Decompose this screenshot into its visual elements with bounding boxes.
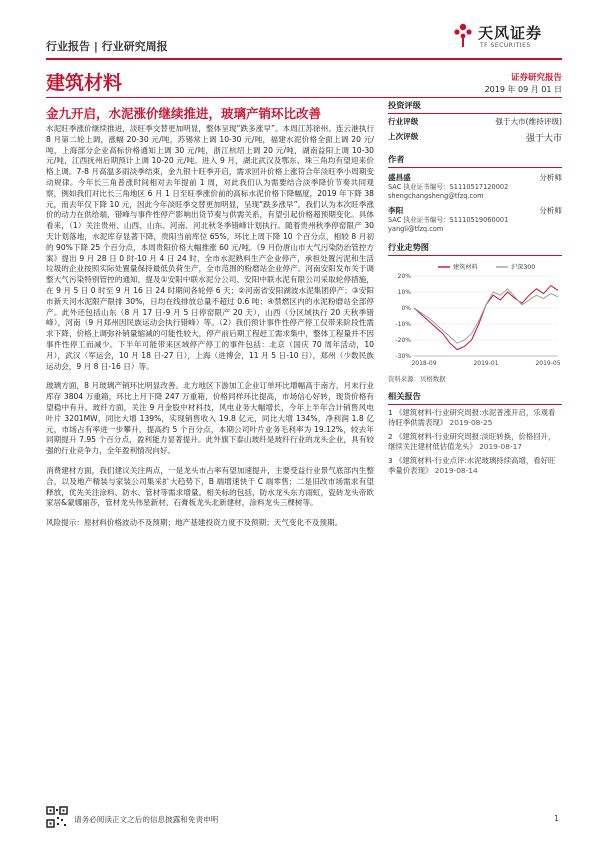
prev-rating-row <box>388 129 562 146</box>
author-sac: SAC 执业证书编号：S1110519060001 <box>388 216 509 224</box>
footer-disclaimer: 请务必阅读正文之后的信息披露和免责申明 <box>74 815 219 824</box>
logo-text: 天风证券 <box>478 24 543 42</box>
report-title: 金九开启，水泥涨价继续推进，玻璃产销环比改善 <box>46 106 322 121</box>
author-name: 盛昌盛 <box>388 173 411 182</box>
related-date: 2019-08-14 <box>434 466 478 476</box>
y-tick-label: 10% <box>397 289 411 296</box>
y-tick-label: 20% <box>397 273 411 280</box>
x-tick-label: 2018-09 <box>411 360 437 367</box>
related-header: 相关报告 <box>388 391 562 405</box>
chart-source: 资料来源：贝格数据 <box>388 375 446 383</box>
related-number: 3 <box>388 455 393 465</box>
related-title: 《建筑材料-行业研究周报:淡旺转换，价格回升，继续关注建材低估值龙头》 <box>388 431 556 452</box>
sector-title: 建筑材料 <box>46 72 123 94</box>
author-block <box>388 172 562 201</box>
paragraph-cement: 水泥旺季涨价继续推进，淡旺季交替更加明显，整体呈现“跌多涨早”。本周江苏徐州、连云港执行 8 月第二轮上调，涨幅 20-30 元/吨，苏锡常上调 10-30 元/吨，福建水泥价格全面上调 20 元/吨，上海部分企业高标价格通知上调 30 元/吨，浙江杭绍上调 20 元/吨，湖南益阳上调 10-30 元/吨，江西抚州后期预计上调 10-20 元/吨。进入 9 月，湖北武汉及鄂东、珠三角均有望迎来价格上调。7-8 月高温多雨淡季结束，金九银十旺季开启，需求回升价格上涨符合年淡旺季小周期变动规律。今年长三角普涨时间相对去年提前 1 周，对此我们认为需要结合淡季降价节奏共同观察，例如我们对比长三角地区 6 月 1 日至旺季涨价前的高标水泥价格下降幅度，2019 年下降 38 元，而去年仅下降 10 元，因此今年淡旺季交替更加明显，呈现“跌多涨早”。我们认为本次旺季涨价的动力在供给端，错峰与事件性停产影响出货节奏与供需关系，有望引起价格超预期变化。具体看来，（1）关注贵州、山西、山东、河南、河北秋冬季错峰计划执行。随着贵州秋季停窑限产 30 天计划落地，水泥库存显著下降，贵阳当前库位 65%，环比上周下降 10 个百分点，相较 8 月初的 90%下降 25 个百分点，本周贵阳价格大幅推涨 60 元/吨。《9 月份唐山市大气污染防治管控方案》提出 9 月 28 日 0 时-10 月 4 日 24 时，全市水泥熟料生产企业停产，承担处置污泥和生活垃圾的企业按照实际处置量保持最低负荷生产，全市范围的粉磨站企业停产。河南安阳发布关于调整大气污染特别管控的通知，提及①安阳中联水泥分公司、安阳中联水泥有限公司采取轮停措施，在 9 月 5 日 0 时至 9 月 16 日 24 时期间各轮停 6 天；②河南省安阳湖波水泥集团停产；③安阳市新天河水泥限产限排 30%，日均在线排放总量不超过 0.6 吨；④禁燃区内的水泥粉磨站全部停产。此外还包括山东（8 月 17 日-9 月 5 日停窑限产 20 天），山西（分区域执行 20 天秋季错峰），河南（9 月郑州因民族运动会执行错峰）等。（2）我们预计事件性停产停工仅带来阶段性需求下降，价格上调弥补销量缩减的可能性较大，停产前后期工程赶工需求集中，整体工程量并不因事件性停工而减少。下半年可能带来区域停产停工的事件包括：北京（国庆 70 周年活动，10 月），武汉（军运会，10 月 18 日-27 日），上海（进博会，11 月 5 日-10 日），郑州（少数民族运动会，9 月 8 日-16 日）等。 <box>46 124 374 371</box>
related-number: 1 <box>388 408 393 417</box>
rating-label: 行业评级 <box>388 117 419 126</box>
qr-code-icon <box>46 806 68 828</box>
industry-trend-chart <box>388 260 562 372</box>
company-logo <box>452 18 562 56</box>
related-report[interactable] <box>388 456 562 477</box>
logo-mark-icon <box>452 22 474 48</box>
author-role: 分析师 <box>539 206 562 215</box>
related-title: 《建筑材料-行业研究周报:水泥普涨开启，乐观看待旺季供需表现》 <box>388 408 556 428</box>
related-report[interactable] <box>388 432 562 453</box>
related-number: 2 <box>388 431 393 441</box>
report-body <box>46 124 374 538</box>
paragraph-risk: 风险提示：原材料价格波动不及预期；地产基建投资力度不及预期；天气变化不及预期。 <box>46 518 343 528</box>
x-tick-label: 2019-05 <box>535 360 561 367</box>
author-name: 李阳 <box>388 206 404 215</box>
logo-subtext: TF SECURITIES <box>480 42 531 49</box>
rating-value: 强于大市(维持评级) <box>495 117 562 126</box>
author-email[interactable]: yangli@tfzq.com <box>388 225 444 233</box>
related-title: 《建筑材料-行业点评:水泥玻璃持续高增，看好旺季量价表现》 <box>388 455 556 476</box>
y-tick-label: -20% <box>395 337 411 344</box>
author-block <box>388 205 562 234</box>
trend-chart-svg <box>388 260 562 372</box>
prev-rating-value: 强于大市 <box>525 134 562 144</box>
series-line <box>414 289 558 343</box>
author-role: 分析师 <box>539 173 562 182</box>
header-divider <box>46 58 562 60</box>
related-date: 2019-08-25 <box>449 418 493 428</box>
sidebar <box>388 100 562 476</box>
prev-rating-label: 上次评级 <box>388 132 419 141</box>
paragraph-consumer-materials: 消费建材方面，我们建议关注两点，一是龙头市占率有望加速提升，主要受益行业景气底部内生整合，以及地产精装与家装公司集采扩大趋势下，B 端增速快于 C 端零售；二是旧改市场需求有望释放，优先关注涂料、防水、管材等需求增量。相关标的包括，防水龙头东方雨虹，瓷砖龙头帝欧家居&蒙娜丽莎，管材龙头伟星新材，石膏板龙头北新建材，涂料龙头三棵树等。 <box>46 465 374 508</box>
rating-header: 投资评级 <box>388 100 562 114</box>
author-email[interactable]: shengchangsheng@tfzq.com <box>388 192 484 200</box>
page-number: 1 <box>554 814 559 823</box>
paragraph-glass: 玻璃方面，8 月玻璃产销环比明显改善。北方地区下游加工企业订单环比增幅高于南方，月末行业库存 3804 万重箱，环比上月下降 247 万重箱，价格同样环比提高，市场信心好转，现货价格有望稳中有升。玻纤方面，关注 9 月金股中材科技，风电业务大幅增长，今年上半年合计销售风电叶片 3201MW，同比大增 139%，实现销售收入 19.8 亿元，同比大增 134%，净利润 1.8 亿元，市场占有率进一步攀升，提高约 5 个百分点，本期公司叶片业务毛利率为 19.12%，较去年同期提升 7.95 个百分点，盈利能力显著提升。此外旗下泰山玻纤是玻纤行业的龙头企业，具有较强的行业竞争力，全年盈利情况向好。 <box>46 381 374 456</box>
x-tick-label: 2019-01 <box>473 360 499 367</box>
legend-label: 沪深300 <box>511 264 536 271</box>
title-divider <box>46 97 562 98</box>
chart-header: 行业走势图 <box>388 242 562 256</box>
related-date: 2019-08-17 <box>479 442 523 452</box>
related-report[interactable] <box>388 408 562 429</box>
author-sac: SAC 执业证书编号：S1110517120002 <box>388 183 509 191</box>
y-tick-label: 0% <box>401 305 411 312</box>
report-type: 证券研究报告 <box>510 73 562 83</box>
author-header: 作者 <box>388 154 562 168</box>
y-tick-label: -30% <box>395 353 411 360</box>
legend-label: 建筑材料 <box>453 264 478 271</box>
rating-row <box>388 114 562 129</box>
header-tag: 行业报告 | 行业研究周报 <box>46 40 168 53</box>
report-date: 2019 年 09 月 01 日 <box>484 85 562 94</box>
y-tick-label: -10% <box>395 321 411 328</box>
